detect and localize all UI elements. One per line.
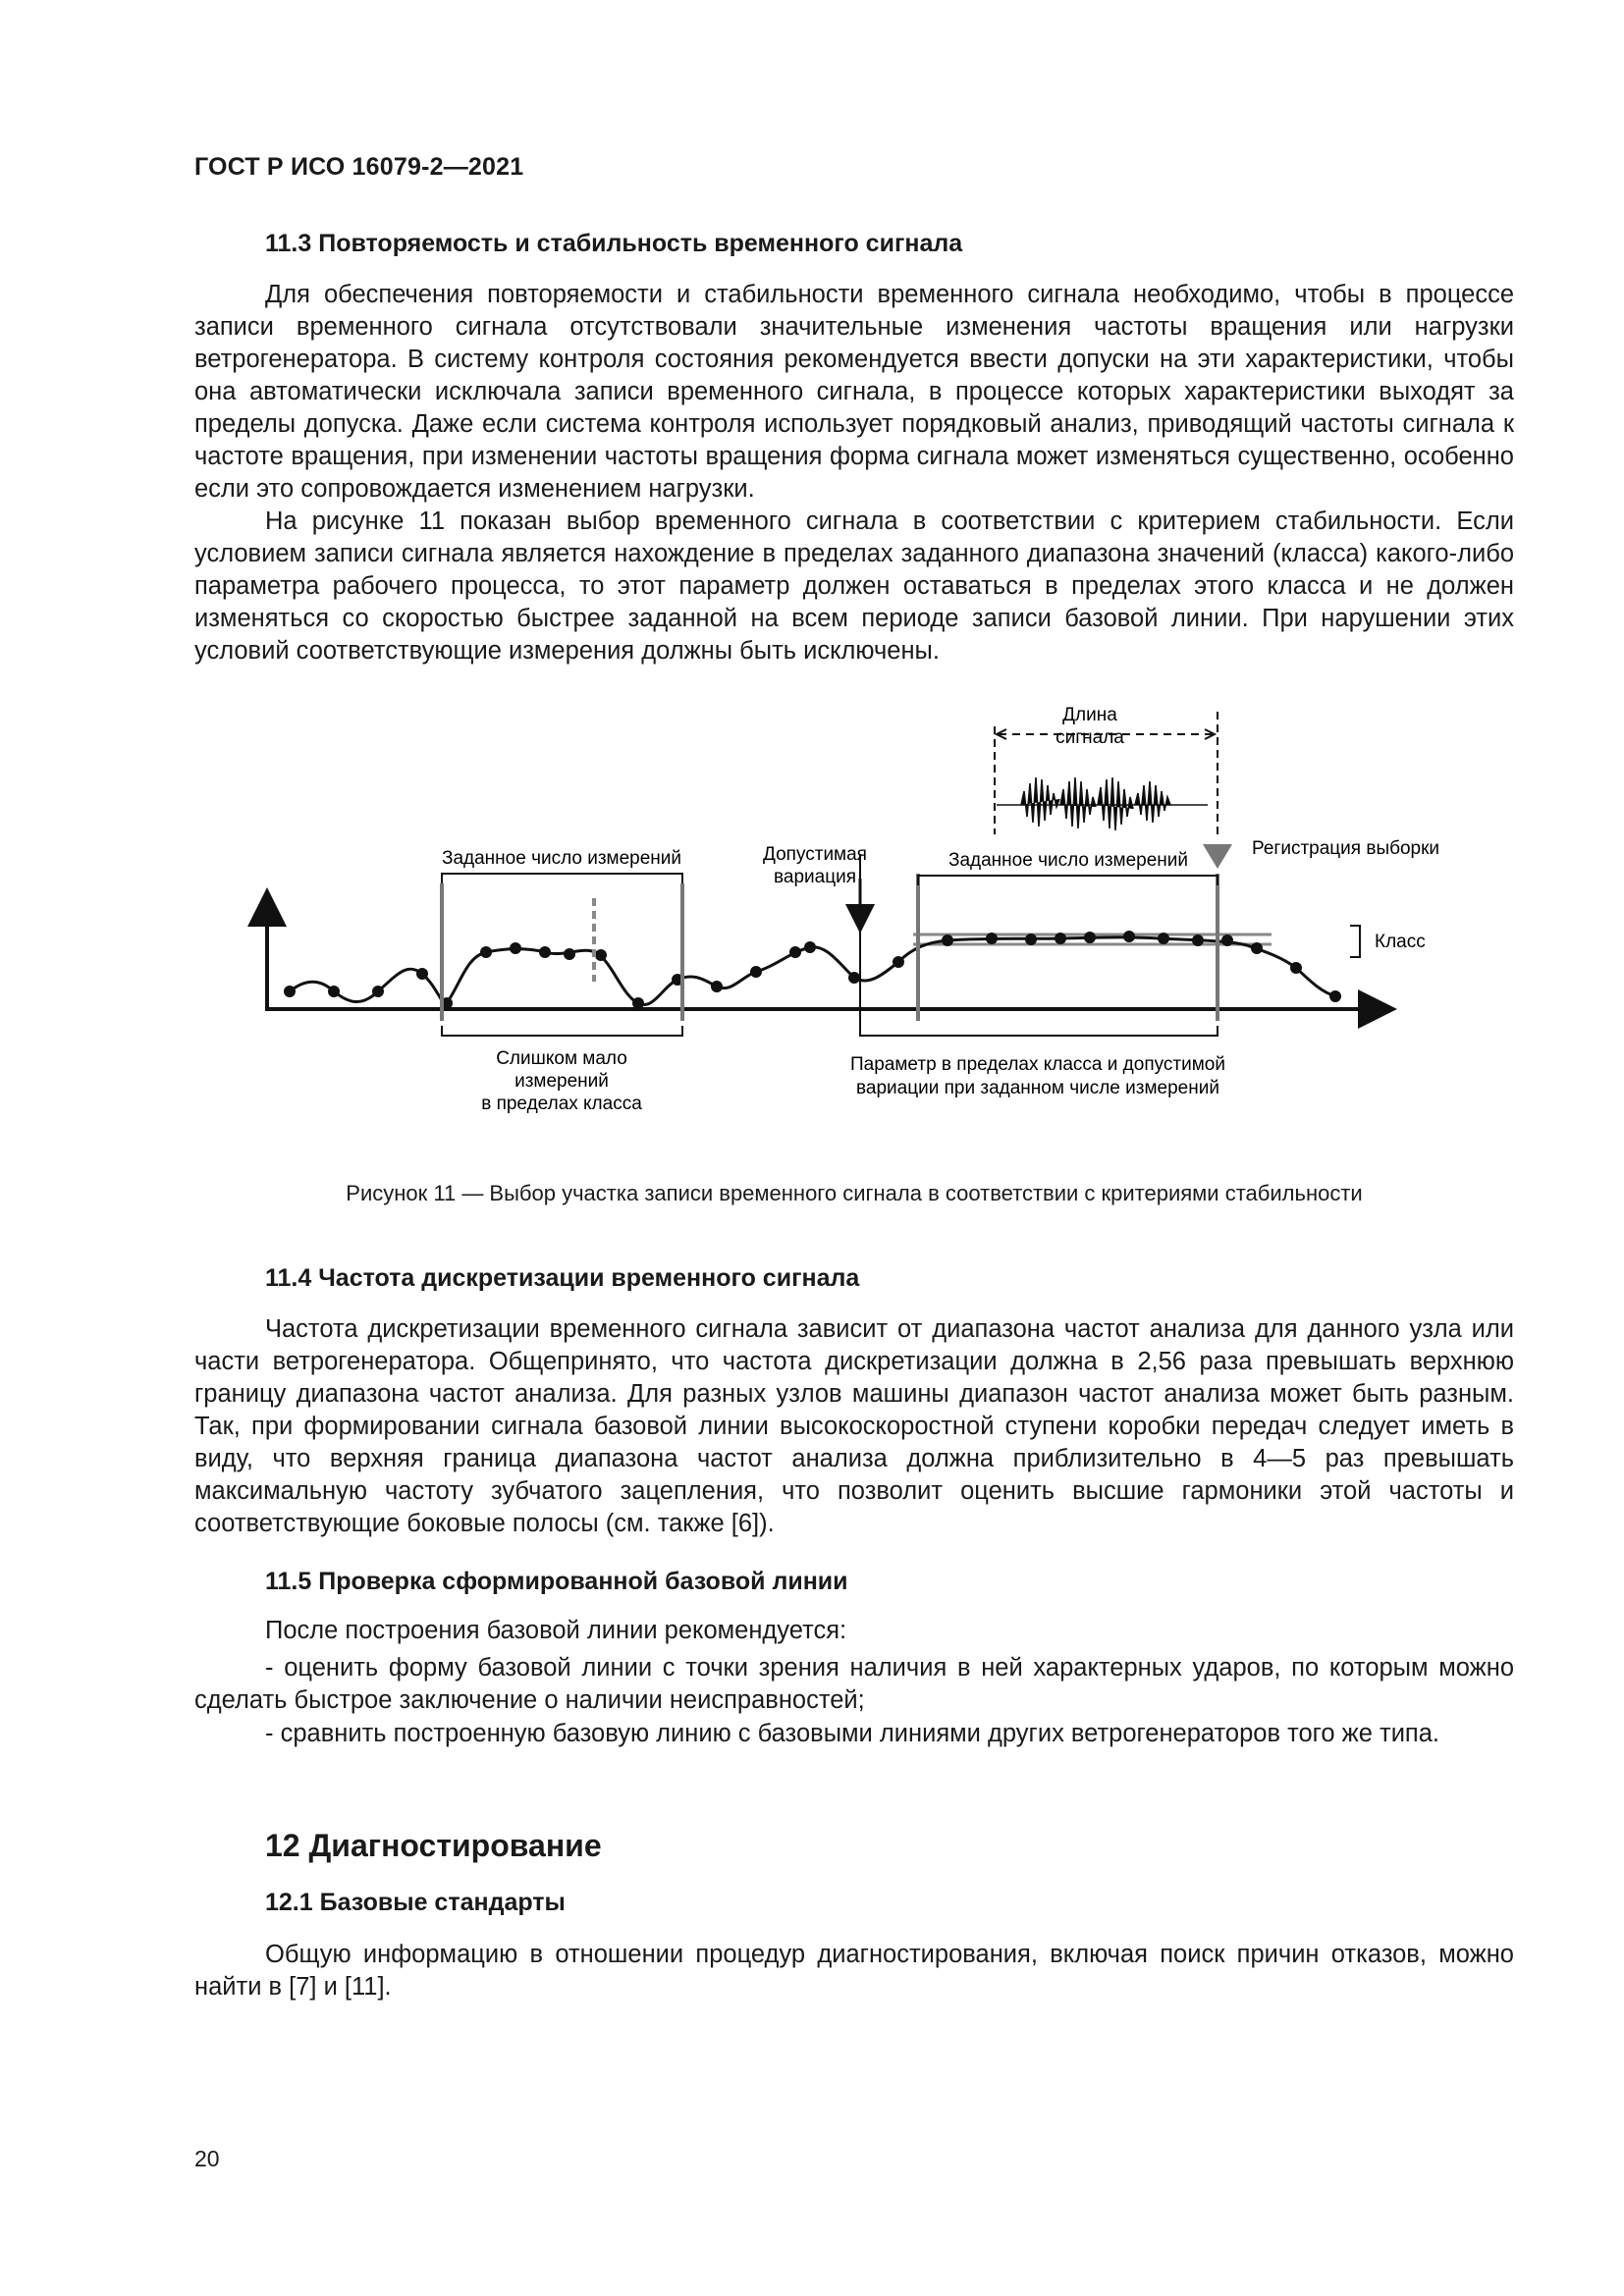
section-11-5-heading: 11.5 Проверка сформированной базовой линии (265, 1568, 848, 1595)
figure-11 (245, 687, 1473, 1139)
section-12-heading: 12 Диагностирование (265, 1828, 602, 1863)
section-11-3-paragraph-2: На рисунке 11 показан выбор временного сигнала в соответствии с критерием стабильности. Если условием записи сигнала является нахождение в пределах заданного диапазона значений (класса) какого-либо параметра рабочего процесса, то этот параметр должен оставаться в пределах этого класса и не должен изменяться со скоростью быстрее заданной на всем периоде записи базовой линии. При нарушении этих условий соответствующие измерения должны быть исключены. (194, 507, 1514, 665)
section-11-5-intro: После построения базовой линии рекомендуется: (265, 1617, 847, 1644)
section-11-4-paragraph: Частота дискретизации временного сигнала зависит от диапазона частот анализа для данного узла или части ветрогенератора. Общепринято, что частота дискретизации должна в 2,56 раза превышать верхнюю границу диапазона частот анализа. Для разных узлов машины диапазон частот анализа может быть разным. Так, при формировании сигнала базовой линии высокоскоростной ступени коробки передач следует иметь в виду, что верхняя граница диапазона частот анализа должна приблизительно в 4—5 раз превышать максимальную частоту зубчатого зацепления, что позволит оценить высшие гармоники этой частоты и соответствующие боковые полосы (см. также [6]). (194, 1315, 1514, 1537)
class-bracket (1350, 926, 1360, 957)
section-11-5-item-2: - сравнить построенную базовую линию с базовыми линиями других ветрогенераторов того же типа. (265, 1720, 1440, 1747)
label-param-ok-2: вариации при заданном числе измерений (856, 1078, 1219, 1098)
section-12-1-heading: 12.1 Базовые стандарты (265, 1889, 566, 1916)
section-11-3-paragraph-1: Для обеспечения повторяемости и стабильности временного сигнала необходимо, чтобы в процессе записи временного сигнала отсутствовали значительные изменения частоты вращения или нагрузки ветрогенератора. В систему контроля состояния рекомендуется ввести допуски на эти характеристики, чтобы она автоматически исключала записи временного сигнала, в процессе которых характеристики выходят за пределы допуска. Даже если система контроля использует порядковый анализ, приводящий частоты сигнала к частоте вращения, при изменении частоты вращения форма сигнала может изменяться существенно, особенно если это сопровождается изменением нагрузки. (194, 281, 1514, 503)
label-signal-length-1: Длина (1062, 705, 1117, 725)
figure-11-caption: Рисунок 11 — Выбор участка записи временного сигнала в соответствии с критериями стабильности (346, 1181, 1363, 1205)
bracket-right-bottom (860, 1026, 1218, 1036)
section-11-4-heading: 11.4 Частота дискретизации временного сигнала (265, 1264, 860, 1292)
section-11-5-item-1: - оценить форму базовой линии с точки зрения наличия в ней характерных ударов, по которым можно сделать быстрое заключение о наличии неисправностей; (194, 1654, 1514, 1714)
label-too-few-3: в пределах класса (481, 1094, 642, 1114)
label-signal-length-2: сигнала (1056, 727, 1124, 748)
label-set-count-left: Заданное число измерений (441, 848, 682, 869)
document-header: ГОСТ Р ИСО 16079-2—2021 (194, 153, 524, 181)
time-signal-waveform (997, 777, 1208, 830)
label-registration: Регистрация выборки (1252, 838, 1440, 859)
section-12-1-paragraph: Общую информацию в отношении процедур диагностирования, включая поиск причин отказов, можно найти в [7] и [11]. (194, 1941, 1514, 2001)
stability-diagram (245, 687, 1473, 1139)
page-number: 20 (194, 2146, 220, 2171)
bracket-right-top (918, 876, 1218, 885)
bracket-left-bottom (442, 1026, 682, 1036)
label-set-count-right: Заданное число измерений (947, 850, 1189, 871)
section-11-3-heading: 11.3 Повторяемость и стабильность временного сигнала (265, 230, 963, 257)
label-class: Класс (1375, 932, 1426, 952)
label-too-few-2: измерений (514, 1071, 609, 1092)
label-allowed-variation-2: вариация (774, 867, 856, 887)
bracket-left-top (442, 874, 682, 883)
registration-marker-icon (1203, 844, 1232, 869)
label-param-ok-1: Параметр в пределах класса и допустимой (850, 1054, 1225, 1075)
label-allowed-variation-1: Допустимая (763, 844, 867, 865)
label-too-few-1: Слишком мало (496, 1048, 627, 1069)
